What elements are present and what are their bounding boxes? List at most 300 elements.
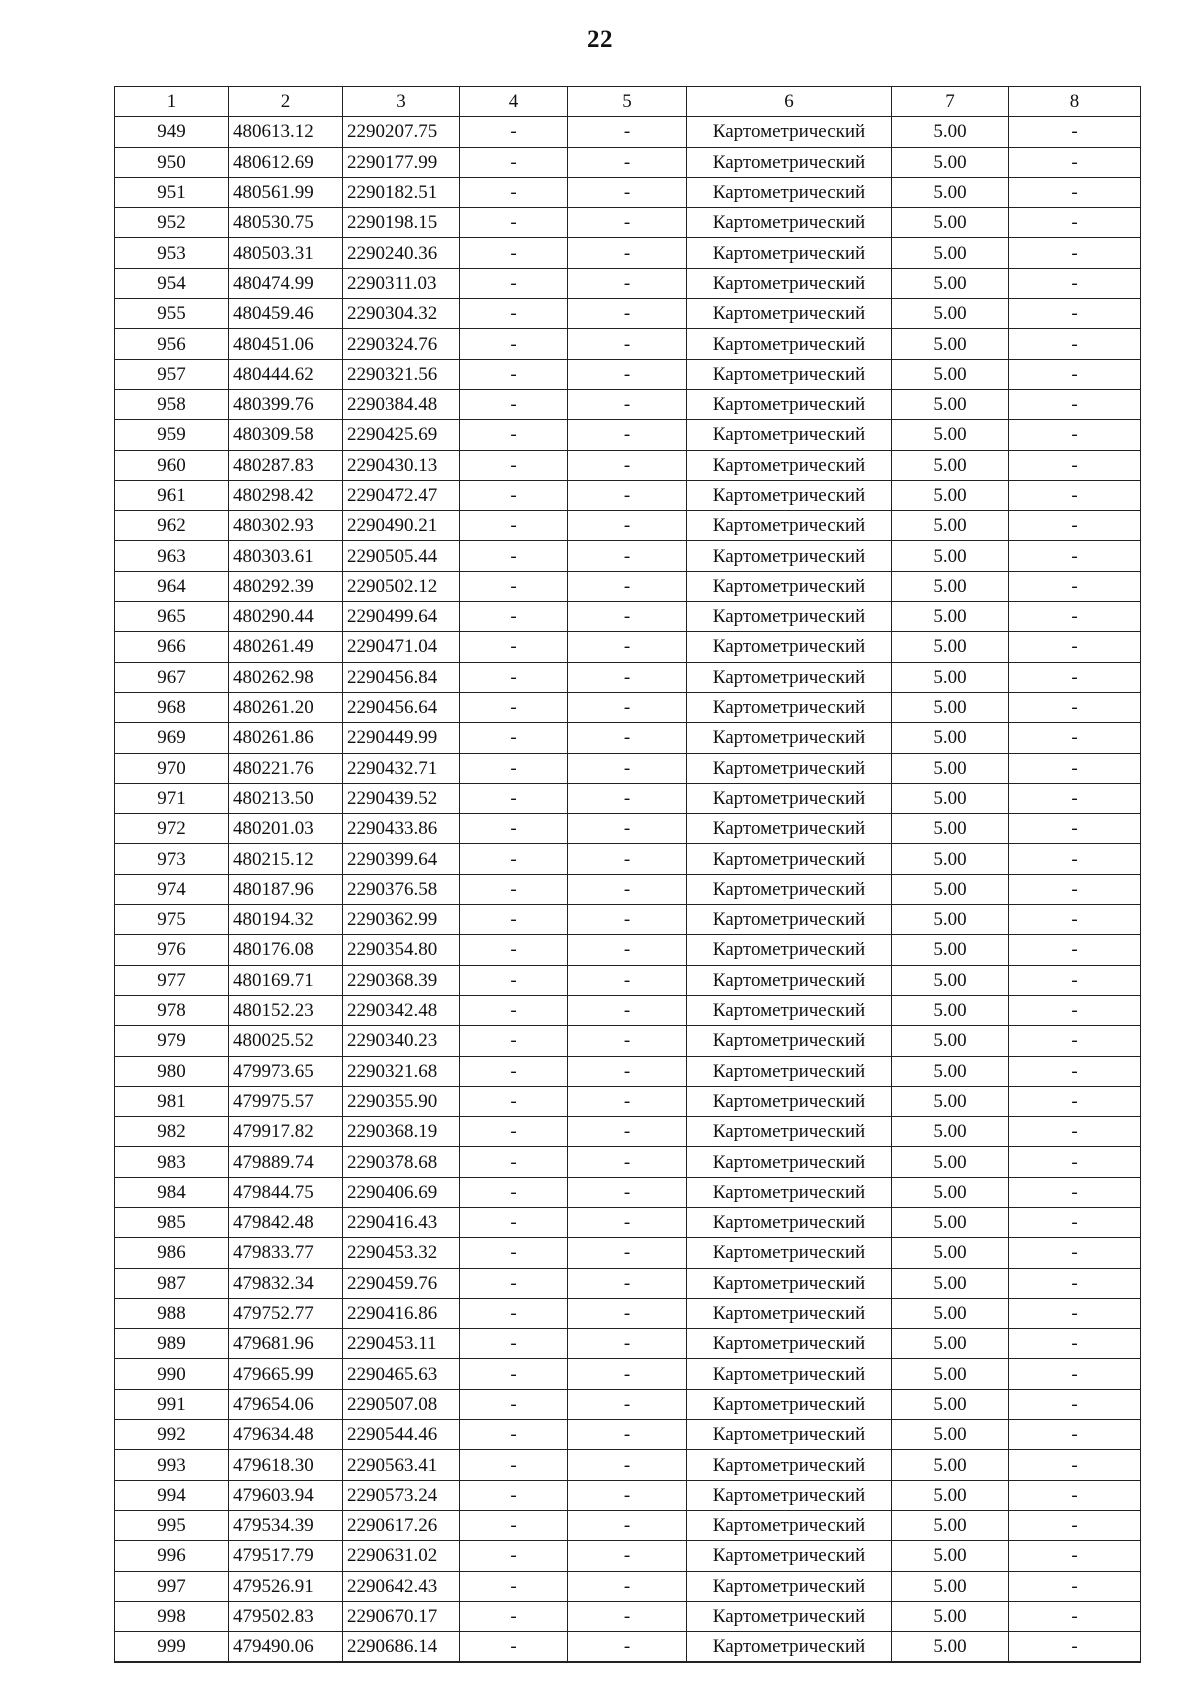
column-8-cell: - [1009, 329, 1141, 359]
accuracy-cell: 5.00 [892, 1238, 1009, 1268]
method-cell: Картометрический [687, 814, 892, 844]
y-coordinate-cell: 2290321.68 [343, 1056, 460, 1086]
method-cell: Картометрический [687, 1177, 892, 1207]
table-row [115, 1329, 1141, 1359]
column-4-cell: - [460, 359, 568, 389]
method-cell: Картометрический [687, 723, 892, 753]
method-cell: Картометрический [687, 1329, 892, 1359]
column-header: 2 [229, 87, 343, 117]
point-number-cell: 965 [115, 602, 229, 632]
column-8-cell: - [1009, 1026, 1141, 1056]
x-coordinate-cell: 480399.76 [229, 389, 343, 419]
table-row [115, 1086, 1141, 1116]
method-cell: Картометрический [687, 299, 892, 329]
column-5-cell: - [568, 662, 687, 692]
column-5-cell: - [568, 117, 687, 147]
accuracy-cell: 5.00 [892, 1450, 1009, 1480]
column-5-cell: - [568, 1389, 687, 1419]
method-cell: Картометрический [687, 874, 892, 904]
column-4-cell: - [460, 1329, 568, 1359]
y-coordinate-cell: 2290490.21 [343, 511, 460, 541]
table-row [115, 1510, 1141, 1540]
method-cell: Картометрический [687, 1268, 892, 1298]
table-row [115, 874, 1141, 904]
point-number-cell: 956 [115, 329, 229, 359]
table-row [115, 1359, 1141, 1389]
column-8-cell: - [1009, 1086, 1141, 1116]
point-number-cell: 996 [115, 1541, 229, 1571]
accuracy-cell: 5.00 [892, 208, 1009, 238]
column-4-cell: - [460, 1268, 568, 1298]
column-8-cell: - [1009, 905, 1141, 935]
column-5-cell: - [568, 814, 687, 844]
column-8-cell: - [1009, 1450, 1141, 1480]
column-4-cell: - [460, 723, 568, 753]
column-8-cell: - [1009, 814, 1141, 844]
method-cell: Картометрический [687, 1238, 892, 1268]
y-coordinate-cell: 2290430.13 [343, 450, 460, 480]
column-8-cell: - [1009, 935, 1141, 965]
column-4-cell: - [460, 1632, 568, 1663]
column-5-cell: - [568, 874, 687, 904]
y-coordinate-cell: 2290304.32 [343, 299, 460, 329]
accuracy-cell: 5.00 [892, 389, 1009, 419]
y-coordinate-cell: 2290207.75 [343, 117, 460, 147]
table-row [115, 268, 1141, 298]
point-number-cell: 951 [115, 177, 229, 207]
column-5-cell: - [568, 1329, 687, 1359]
column-8-cell: - [1009, 783, 1141, 813]
accuracy-cell: 5.00 [892, 814, 1009, 844]
y-coordinate-cell: 2290456.84 [343, 662, 460, 692]
y-coordinate-cell: 2290342.48 [343, 995, 460, 1025]
point-number-cell: 988 [115, 1298, 229, 1328]
column-4-cell: - [460, 1147, 568, 1177]
table-row [115, 420, 1141, 450]
method-cell: Картометрический [687, 1389, 892, 1419]
column-8-cell: - [1009, 238, 1141, 268]
column-5-cell: - [568, 147, 687, 177]
column-5-cell: - [568, 1480, 687, 1510]
x-coordinate-cell: 479502.83 [229, 1601, 343, 1631]
column-8-cell: - [1009, 1389, 1141, 1419]
y-coordinate-cell: 2290368.39 [343, 965, 460, 995]
column-4-cell: - [460, 1480, 568, 1510]
point-number-cell: 984 [115, 1177, 229, 1207]
method-cell: Картометрический [687, 1480, 892, 1510]
x-coordinate-cell: 479832.34 [229, 1268, 343, 1298]
table-row [115, 238, 1141, 268]
y-coordinate-cell: 2290433.86 [343, 814, 460, 844]
column-8-cell: - [1009, 389, 1141, 419]
y-coordinate-cell: 2290416.43 [343, 1207, 460, 1237]
x-coordinate-cell: 480213.50 [229, 783, 343, 813]
table-row [115, 1571, 1141, 1601]
x-coordinate-cell: 480451.06 [229, 329, 343, 359]
column-8-cell: - [1009, 995, 1141, 1025]
table-row [115, 814, 1141, 844]
column-5-cell: - [568, 541, 687, 571]
accuracy-cell: 5.00 [892, 1268, 1009, 1298]
point-number-cell: 969 [115, 723, 229, 753]
method-cell: Картометрический [687, 692, 892, 722]
accuracy-cell: 5.00 [892, 632, 1009, 662]
column-4-cell: - [460, 1389, 568, 1419]
column-4-cell: - [460, 480, 568, 510]
point-number-cell: 960 [115, 450, 229, 480]
point-number-cell: 954 [115, 268, 229, 298]
method-cell: Картометрический [687, 1207, 892, 1237]
x-coordinate-cell: 480302.93 [229, 511, 343, 541]
column-8-cell: - [1009, 1571, 1141, 1601]
method-cell: Картометрический [687, 783, 892, 813]
column-8-cell: - [1009, 177, 1141, 207]
column-4-cell: - [460, 329, 568, 359]
column-4-cell: - [460, 874, 568, 904]
accuracy-cell: 5.00 [892, 1359, 1009, 1389]
accuracy-cell: 5.00 [892, 1510, 1009, 1540]
point-number-cell: 970 [115, 753, 229, 783]
method-cell: Картометрический [687, 389, 892, 419]
column-4-cell: - [460, 1207, 568, 1237]
x-coordinate-cell: 480561.99 [229, 177, 343, 207]
column-8-cell: - [1009, 268, 1141, 298]
method-cell: Картометрический [687, 1147, 892, 1177]
column-8-cell: - [1009, 117, 1141, 147]
point-number-cell: 980 [115, 1056, 229, 1086]
point-number-cell: 977 [115, 965, 229, 995]
point-number-cell: 991 [115, 1389, 229, 1419]
point-number-cell: 955 [115, 299, 229, 329]
column-8-cell: - [1009, 420, 1141, 450]
column-5-cell: - [568, 632, 687, 662]
x-coordinate-cell: 480612.69 [229, 147, 343, 177]
accuracy-cell: 5.00 [892, 1147, 1009, 1177]
point-number-cell: 982 [115, 1117, 229, 1147]
accuracy-cell: 5.00 [892, 511, 1009, 541]
column-5-cell: - [568, 511, 687, 541]
table-row [115, 723, 1141, 753]
accuracy-cell: 5.00 [892, 905, 1009, 935]
accuracy-cell: 5.00 [892, 995, 1009, 1025]
method-cell: Картометрический [687, 1601, 892, 1631]
column-4-cell: - [460, 147, 568, 177]
y-coordinate-cell: 2290368.19 [343, 1117, 460, 1147]
accuracy-cell: 5.00 [892, 723, 1009, 753]
accuracy-cell: 5.00 [892, 359, 1009, 389]
y-coordinate-cell: 2290499.64 [343, 602, 460, 632]
column-5-cell: - [568, 329, 687, 359]
method-cell: Картометрический [687, 935, 892, 965]
accuracy-cell: 5.00 [892, 238, 1009, 268]
x-coordinate-cell: 479526.91 [229, 1571, 343, 1601]
y-coordinate-cell: 2290459.76 [343, 1268, 460, 1298]
point-number-cell: 995 [115, 1510, 229, 1540]
method-cell: Картометрический [687, 1026, 892, 1056]
accuracy-cell: 5.00 [892, 1420, 1009, 1450]
table-row [115, 299, 1141, 329]
x-coordinate-cell: 479618.30 [229, 1450, 343, 1480]
x-coordinate-cell: 480169.71 [229, 965, 343, 995]
point-number-cell: 953 [115, 238, 229, 268]
column-5-cell: - [568, 1117, 687, 1147]
header-row [115, 87, 1141, 117]
point-number-cell: 968 [115, 692, 229, 722]
table-row [115, 329, 1141, 359]
accuracy-cell: 5.00 [892, 1207, 1009, 1237]
column-8-cell: - [1009, 602, 1141, 632]
table-row [115, 1177, 1141, 1207]
y-coordinate-cell: 2290617.26 [343, 1510, 460, 1540]
table-row [115, 753, 1141, 783]
y-coordinate-cell: 2290453.32 [343, 1238, 460, 1268]
column-5-cell: - [568, 995, 687, 1025]
point-number-cell: 987 [115, 1268, 229, 1298]
column-header: 4 [460, 87, 568, 117]
y-coordinate-cell: 2290631.02 [343, 1541, 460, 1571]
column-4-cell: - [460, 1238, 568, 1268]
column-8-cell: - [1009, 965, 1141, 995]
x-coordinate-cell: 480025.52 [229, 1026, 343, 1056]
table-row [115, 1601, 1141, 1631]
column-4-cell: - [460, 420, 568, 450]
accuracy-cell: 5.00 [892, 571, 1009, 601]
column-4-cell: - [460, 632, 568, 662]
column-8-cell: - [1009, 753, 1141, 783]
column-4-cell: - [460, 1541, 568, 1571]
x-coordinate-cell: 480176.08 [229, 935, 343, 965]
y-coordinate-cell: 2290378.68 [343, 1147, 460, 1177]
y-coordinate-cell: 2290502.12 [343, 571, 460, 601]
y-coordinate-cell: 2290354.80 [343, 935, 460, 965]
accuracy-cell: 5.00 [892, 1056, 1009, 1086]
method-cell: Картометрический [687, 1541, 892, 1571]
accuracy-cell: 5.00 [892, 1298, 1009, 1328]
table-row [115, 480, 1141, 510]
table-row [115, 450, 1141, 480]
x-coordinate-cell: 480261.20 [229, 692, 343, 722]
y-coordinate-cell: 2290198.15 [343, 208, 460, 238]
accuracy-cell: 5.00 [892, 1086, 1009, 1116]
table-row [115, 117, 1141, 147]
table-row [115, 177, 1141, 207]
column-8-cell: - [1009, 1420, 1141, 1450]
table-row [115, 1207, 1141, 1237]
y-coordinate-cell: 2290321.56 [343, 359, 460, 389]
method-cell: Картометрический [687, 995, 892, 1025]
column-5-cell: - [568, 480, 687, 510]
accuracy-cell: 5.00 [892, 268, 1009, 298]
column-8-cell: - [1009, 299, 1141, 329]
method-cell: Картометрический [687, 329, 892, 359]
method-cell: Картометрический [687, 420, 892, 450]
column-4-cell: - [460, 541, 568, 571]
column-8-cell: - [1009, 480, 1141, 510]
point-number-cell: 983 [115, 1147, 229, 1177]
column-4-cell: - [460, 268, 568, 298]
column-8-cell: - [1009, 1632, 1141, 1663]
column-5-cell: - [568, 1359, 687, 1389]
method-cell: Картометрический [687, 632, 892, 662]
table-row [115, 602, 1141, 632]
table-row [115, 1268, 1141, 1298]
method-cell: Картометрический [687, 571, 892, 601]
table-row [115, 1117, 1141, 1147]
table-row [115, 1389, 1141, 1419]
point-number-cell: 986 [115, 1238, 229, 1268]
x-coordinate-cell: 479654.06 [229, 1389, 343, 1419]
column-5-cell: - [568, 753, 687, 783]
column-4-cell: - [460, 1056, 568, 1086]
method-cell: Картометрический [687, 844, 892, 874]
accuracy-cell: 5.00 [892, 1541, 1009, 1571]
method-cell: Картометрический [687, 268, 892, 298]
column-4-cell: - [460, 1450, 568, 1480]
column-4-cell: - [460, 692, 568, 722]
accuracy-cell: 5.00 [892, 1480, 1009, 1510]
point-number-cell: 966 [115, 632, 229, 662]
x-coordinate-cell: 480459.46 [229, 299, 343, 329]
point-number-cell: 959 [115, 420, 229, 450]
column-4-cell: - [460, 1298, 568, 1328]
accuracy-cell: 5.00 [892, 450, 1009, 480]
table-row [115, 1541, 1141, 1571]
x-coordinate-cell: 479534.39 [229, 1510, 343, 1540]
table-row [115, 1147, 1141, 1177]
column-5-cell: - [568, 1238, 687, 1268]
column-4-cell: - [460, 1359, 568, 1389]
y-coordinate-cell: 2290416.86 [343, 1298, 460, 1328]
table-row [115, 1026, 1141, 1056]
column-4-cell: - [460, 299, 568, 329]
column-5-cell: - [568, 1298, 687, 1328]
column-5-cell: - [568, 1601, 687, 1631]
column-8-cell: - [1009, 541, 1141, 571]
y-coordinate-cell: 2290362.99 [343, 905, 460, 935]
table-row [115, 571, 1141, 601]
accuracy-cell: 5.00 [892, 299, 1009, 329]
accuracy-cell: 5.00 [892, 692, 1009, 722]
table-row [115, 692, 1141, 722]
point-number-cell: 975 [115, 905, 229, 935]
accuracy-cell: 5.00 [892, 541, 1009, 571]
column-4-cell: - [460, 208, 568, 238]
table-row [115, 995, 1141, 1025]
method-cell: Картометрический [687, 662, 892, 692]
y-coordinate-cell: 2290240.36 [343, 238, 460, 268]
column-5-cell: - [568, 1026, 687, 1056]
accuracy-cell: 5.00 [892, 935, 1009, 965]
method-cell: Картометрический [687, 177, 892, 207]
x-coordinate-cell: 479844.75 [229, 1177, 343, 1207]
column-5-cell: - [568, 602, 687, 632]
table-row [115, 1450, 1141, 1480]
x-coordinate-cell: 480303.61 [229, 541, 343, 571]
column-5-cell: - [568, 1147, 687, 1177]
point-number-cell: 989 [115, 1329, 229, 1359]
x-coordinate-cell: 479975.57 [229, 1086, 343, 1116]
y-coordinate-cell: 2290505.44 [343, 541, 460, 571]
column-4-cell: - [460, 662, 568, 692]
point-number-cell: 976 [115, 935, 229, 965]
accuracy-cell: 5.00 [892, 480, 1009, 510]
accuracy-cell: 5.00 [892, 329, 1009, 359]
y-coordinate-cell: 2290573.24 [343, 1480, 460, 1510]
x-coordinate-cell: 479681.96 [229, 1329, 343, 1359]
point-number-cell: 963 [115, 541, 229, 571]
column-8-cell: - [1009, 632, 1141, 662]
column-4-cell: - [460, 1086, 568, 1116]
column-8-cell: - [1009, 1238, 1141, 1268]
point-number-cell: 967 [115, 662, 229, 692]
method-cell: Картометрический [687, 1298, 892, 1328]
point-number-cell: 958 [115, 389, 229, 419]
method-cell: Картометрический [687, 359, 892, 389]
method-cell: Картометрический [687, 480, 892, 510]
method-cell: Картометрический [687, 1359, 892, 1389]
accuracy-cell: 5.00 [892, 874, 1009, 904]
column-8-cell: - [1009, 1510, 1141, 1540]
x-coordinate-cell: 479490.06 [229, 1632, 343, 1663]
column-5-cell: - [568, 571, 687, 601]
accuracy-cell: 5.00 [892, 1389, 1009, 1419]
column-4-cell: - [460, 602, 568, 632]
column-5-cell: - [568, 359, 687, 389]
y-coordinate-cell: 2290471.04 [343, 632, 460, 662]
table-row [115, 359, 1141, 389]
y-coordinate-cell: 2290182.51 [343, 177, 460, 207]
table-row [115, 147, 1141, 177]
x-coordinate-cell: 479833.77 [229, 1238, 343, 1268]
x-coordinate-cell: 479917.82 [229, 1117, 343, 1147]
column-4-cell: - [460, 1026, 568, 1056]
column-4-cell: - [460, 1510, 568, 1540]
x-coordinate-cell: 480292.39 [229, 571, 343, 601]
column-header: 3 [343, 87, 460, 117]
table-row [115, 541, 1141, 571]
column-8-cell: - [1009, 662, 1141, 692]
column-8-cell: - [1009, 1207, 1141, 1237]
method-cell: Картометрический [687, 511, 892, 541]
y-coordinate-cell: 2290177.99 [343, 147, 460, 177]
table-header [115, 87, 1141, 117]
x-coordinate-cell: 480187.96 [229, 874, 343, 904]
column-4-cell: - [460, 995, 568, 1025]
column-5-cell: - [568, 208, 687, 238]
y-coordinate-cell: 2290399.64 [343, 844, 460, 874]
y-coordinate-cell: 2290472.47 [343, 480, 460, 510]
column-5-cell: - [568, 1571, 687, 1601]
column-4-cell: - [460, 905, 568, 935]
accuracy-cell: 5.00 [892, 1117, 1009, 1147]
table-row [115, 208, 1141, 238]
column-5-cell: - [568, 844, 687, 874]
point-number-cell: 972 [115, 814, 229, 844]
point-number-cell: 978 [115, 995, 229, 1025]
column-5-cell: - [568, 389, 687, 419]
x-coordinate-cell: 480444.62 [229, 359, 343, 389]
point-number-cell: 971 [115, 783, 229, 813]
column-5-cell: - [568, 723, 687, 753]
x-coordinate-cell: 480261.86 [229, 723, 343, 753]
table-row [115, 389, 1141, 419]
y-coordinate-cell: 2290449.99 [343, 723, 460, 753]
column-4-cell: - [460, 1117, 568, 1147]
x-coordinate-cell: 479634.48 [229, 1420, 343, 1450]
accuracy-cell: 5.00 [892, 753, 1009, 783]
method-cell: Картометрический [687, 1632, 892, 1663]
method-cell: Картометрический [687, 1056, 892, 1086]
